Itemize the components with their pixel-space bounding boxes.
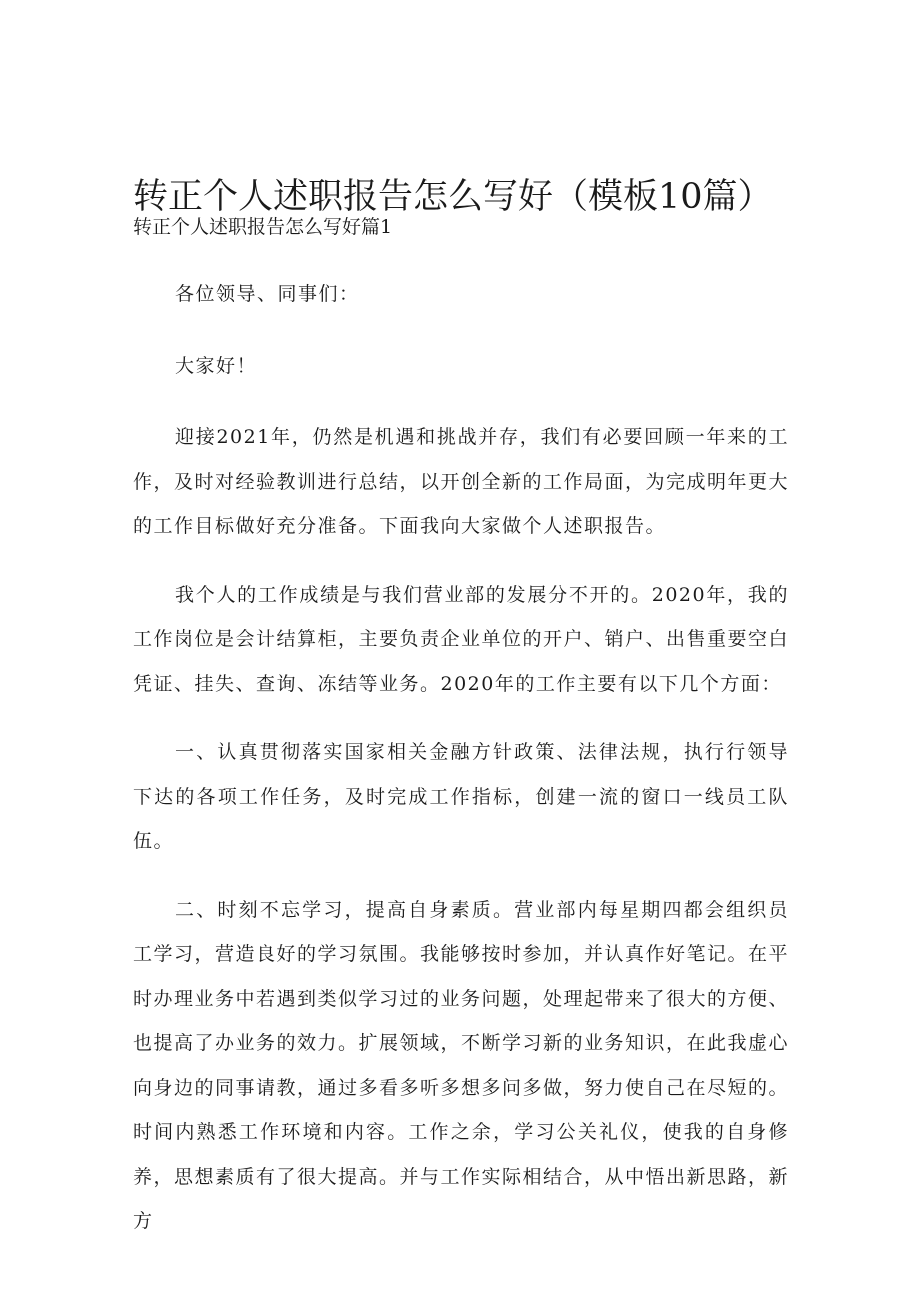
paragraph-position: 我个人的工作成绩是与我们营业部的发展分不开的。2020年，我的工作岗位是会计结算柜，主要负责企业单位的开户、销户、出售重要空白凭证、挂失、查询、冻结等业务。2020年的工作主要有以下几个方面： xyxy=(133,583,790,695)
document-title: 转正个人述职报告怎么写好（模板10篇） xyxy=(133,177,773,218)
section-heading: 转正个人述职报告怎么写好篇1 xyxy=(133,216,393,238)
paragraph-point-2: 二、时刻不忘学习，提高自身素质。营业部内每星期四都会组织员工学习，营造良好的学习氛围。我能够按时参加，并认真作好笔记。在平时办理业务中若遇到类似学习过的业务问题，处理起带来了很大的方便、也提高了办业务的效力。扩展领域，不断学习新的业务知识，在此我虚心向身边的同事请教，通过多看多听多想多问多做，努力使自己在尽短的。时间内熟悉工作环境和内容。工作之余，学习公关礼仪，使我的自身修养，思想素质有了很大提高。并与工作实际相结合，从中悟出新思路，新方 xyxy=(133,898,790,1232)
paragraph-point-1: 一、认真贯彻落实国家相关金融方针政策、法律法规，执行行领导下达的各项工作任务，及时完成工作指标，创建一流的窗口一线员工队伍。 xyxy=(133,741,789,852)
paragraph-intro: 迎接2021年，仍然是机遇和挑战并存，我们有必要回顾一年来的工作，及时对经验教训进行总结，以开创全新的工作局面，为完成明年更大的工作目标做好充分准备。下面我向大家做个人述职报告。 xyxy=(133,426,790,537)
salutation: 各位领导、同事们： xyxy=(175,283,360,305)
greeting: 大家好！ xyxy=(175,354,258,377)
document-body xyxy=(133,272,789,1268)
